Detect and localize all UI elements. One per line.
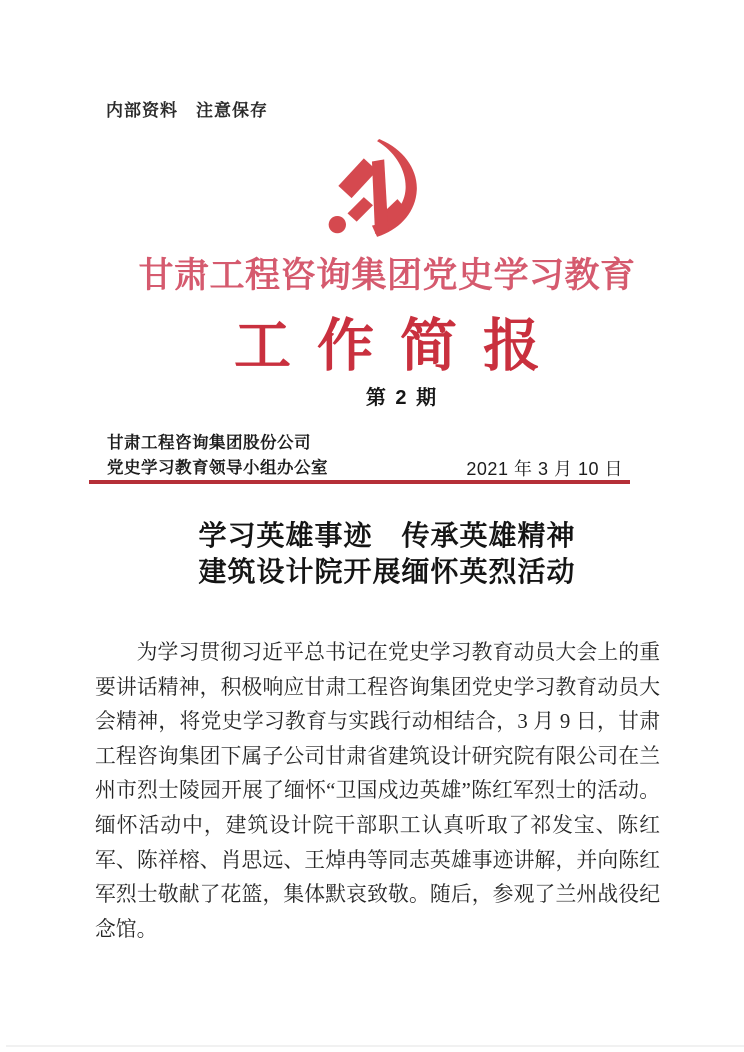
article-body: 为学习贯彻习近平总书记在党史学习教育动员大会上的重要讲话精神，积极响应甘肃工程咨询集团党史学习教育动员大会精神，将党史学习教育与实践行动相结合，3 月 9 日，甘肃工程咨询集团下属子公司甘肃省建筑设计研究院有限公司在兰州市烈士陵园开展了缅怀“卫国戍边英雄”陈红军烈士的活动。缅怀活动中，建筑设计院干部职工认真听取了祁发宝、陈红军、陈祥榕、肖思远、王焯冉等同志英雄事迹讲解，并向陈红军烈士敬献了花篮，集体默哀致敬。随后，参观了兰州战役纪念馆。 <box>95 641 660 941</box>
publisher-block <box>107 430 328 480</box>
publication-date: 2021 年 3 月 10 日 <box>466 459 623 479</box>
issue-number: 第 2 期 <box>365 387 439 409</box>
party-emblem-icon <box>320 139 428 241</box>
headline-line-2: 建筑设计院开展缅怀英烈活动 <box>198 555 576 587</box>
scan-edge-artifact <box>6 1045 744 1047</box>
publisher-line-2: 党史学习教育领导小组办公室 <box>107 458 328 477</box>
internal-notice: 内部资料 注意保存 <box>106 101 268 120</box>
publisher-line-1: 甘肃工程咨询集团股份公司 <box>107 433 311 452</box>
masthead-divider-rule <box>89 480 630 484</box>
masthead-title: 甘肃工程咨询集团党史学习教育 <box>138 256 636 295</box>
masthead-script-title: 工作简报 <box>234 312 566 379</box>
headline-line-1: 学习英雄事迹 传承英雄精神 <box>198 520 576 551</box>
article-headline <box>30 518 744 589</box>
